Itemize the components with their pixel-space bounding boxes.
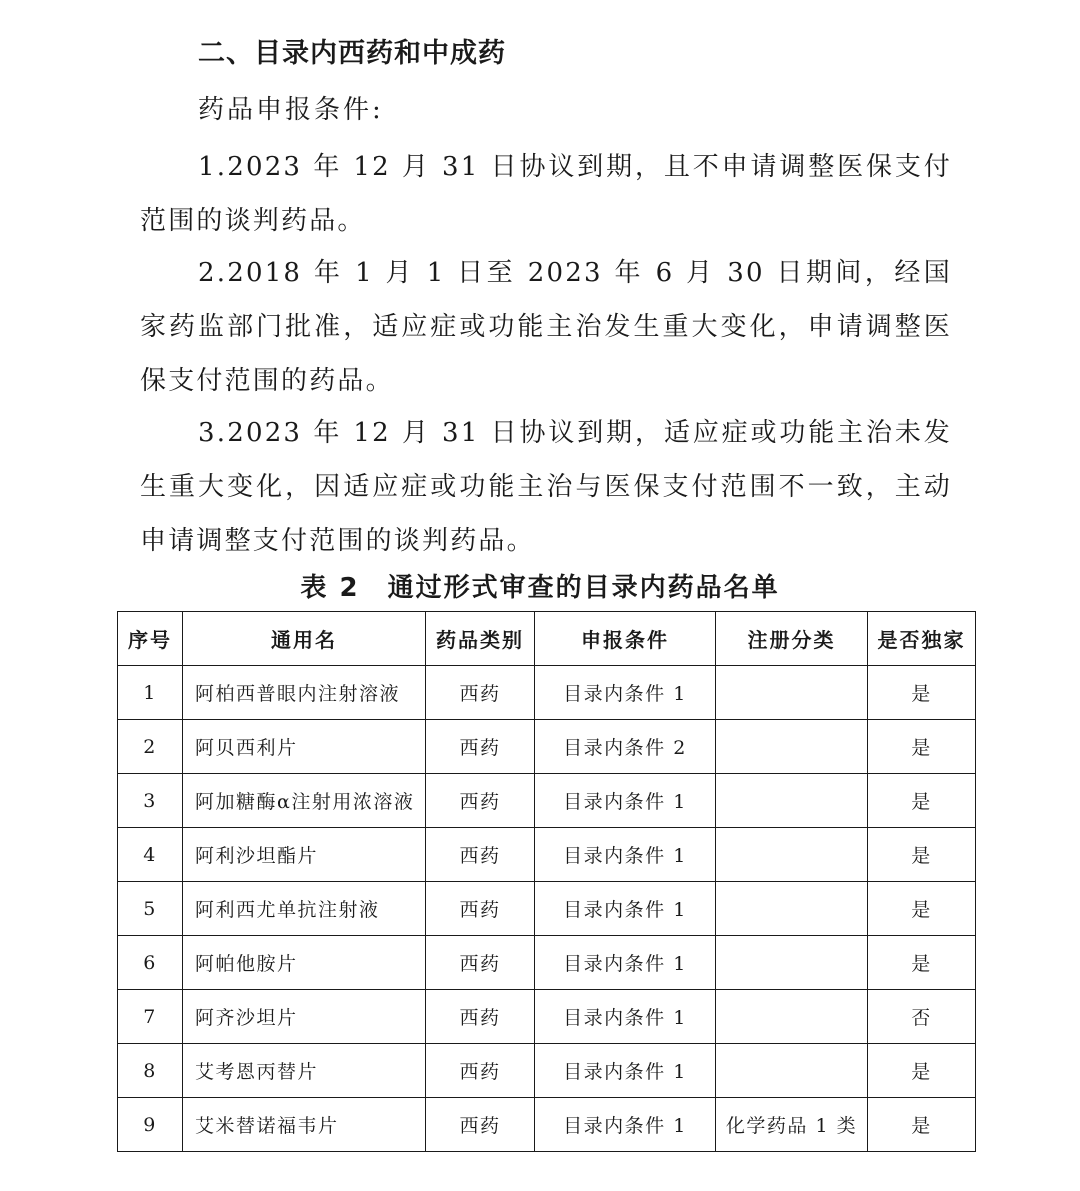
cell-registration-class	[716, 666, 868, 720]
cell-serial-number: 3	[118, 774, 183, 828]
table-row	[118, 1098, 976, 1152]
cell-serial-number: 9	[118, 1098, 183, 1152]
cell-generic-name: 阿加糖酶α注射用浓溶液	[183, 774, 426, 828]
cell-serial-number: 2	[118, 720, 183, 774]
table-row	[118, 936, 976, 990]
cell-exclusive: 是	[868, 1098, 976, 1152]
cell-serial-number: 5	[118, 882, 183, 936]
header-registration-class: 注册分类	[716, 612, 868, 666]
cell-generic-name: 阿齐沙坦片	[183, 990, 426, 1044]
cell-application-condition: 目录内条件 1	[535, 828, 716, 882]
table-row	[118, 882, 976, 936]
drug-list-table	[117, 611, 976, 1152]
cell-drug-category: 西药	[426, 936, 535, 990]
cell-registration-class	[716, 1044, 868, 1098]
cell-serial-number: 6	[118, 936, 183, 990]
cell-registration-class	[716, 828, 868, 882]
cell-exclusive: 是	[868, 882, 976, 936]
table-row	[118, 828, 976, 882]
section-heading: 二、目录内西药和中成药	[198, 38, 506, 69]
cell-drug-category: 西药	[426, 1098, 535, 1152]
cell-exclusive: 是	[868, 828, 976, 882]
header-drug-category: 药品类别	[426, 612, 535, 666]
cell-exclusive: 是	[868, 720, 976, 774]
table-row	[118, 1044, 976, 1098]
cell-drug-category: 西药	[426, 990, 535, 1044]
cell-application-condition: 目录内条件 1	[535, 1044, 716, 1098]
cell-generic-name: 阿贝西利片	[183, 720, 426, 774]
cell-drug-category: 西药	[426, 666, 535, 720]
cell-generic-name: 阿利沙坦酯片	[183, 828, 426, 882]
table-row	[118, 990, 976, 1044]
cell-generic-name: 艾考恩丙替片	[183, 1044, 426, 1098]
cell-registration-class	[716, 936, 868, 990]
cell-serial-number: 8	[118, 1044, 183, 1098]
table-row	[118, 666, 976, 720]
cell-exclusive: 是	[868, 936, 976, 990]
table-row	[118, 774, 976, 828]
cell-exclusive: 是	[868, 774, 976, 828]
table-row	[118, 720, 976, 774]
cell-drug-category: 西药	[426, 828, 535, 882]
cell-generic-name: 阿帕他胺片	[183, 936, 426, 990]
cell-exclusive: 是	[868, 666, 976, 720]
header-generic-name: 通用名	[183, 612, 426, 666]
condition-paragraph-2: 2.2018 年 1 月 1 日至 2023 年 6 月 30 日期间，经国家药监部门批准，适应症或功能主治发生重大变化，申请调整医保支付范围的药品。	[140, 258, 952, 396]
cell-drug-category: 西药	[426, 774, 535, 828]
cell-registration-class	[716, 774, 868, 828]
header-serial-number: 序号	[118, 612, 183, 666]
cell-application-condition: 目录内条件 1	[535, 666, 716, 720]
cell-drug-category: 西药	[426, 1044, 535, 1098]
cell-drug-category: 西药	[426, 882, 535, 936]
cell-application-condition: 目录内条件 1	[535, 774, 716, 828]
cell-application-condition: 目录内条件 1	[535, 936, 716, 990]
cell-application-condition: 目录内条件 1	[535, 990, 716, 1044]
condition-paragraph-3: 3.2023 年 12 月 31 日协议到期，适应症或功能主治未发生重大变化，因适应症或功能主治与医保支付范围不一致，主动申请调整支付范围的谈判药品。	[140, 418, 952, 556]
cell-serial-number: 1	[118, 666, 183, 720]
cell-application-condition: 目录内条件 1	[535, 1098, 716, 1152]
cell-exclusive: 是	[868, 1044, 976, 1098]
cell-serial-number: 4	[118, 828, 183, 882]
cell-registration-class	[716, 720, 868, 774]
cell-application-condition: 目录内条件 2	[535, 720, 716, 774]
header-exclusive: 是否独家	[868, 612, 976, 666]
table-title: 表 2 通过形式审查的目录内药品名单	[300, 573, 780, 603]
cell-registration-class	[716, 882, 868, 936]
application-conditions-label: 药品申报条件:	[198, 95, 384, 125]
table-header-row	[118, 612, 976, 666]
condition-paragraph-1: 1.2023 年 12 月 31 日协议到期，且不申请调整医保支付范围的谈判药品。	[140, 152, 952, 236]
cell-generic-name: 阿柏西普眼内注射溶液	[183, 666, 426, 720]
cell-application-condition: 目录内条件 1	[535, 882, 716, 936]
cell-exclusive: 否	[868, 990, 976, 1044]
header-application-condition: 申报条件	[535, 612, 716, 666]
cell-generic-name: 阿利西尤单抗注射液	[183, 882, 426, 936]
cell-registration-class	[716, 990, 868, 1044]
cell-serial-number: 7	[118, 990, 183, 1044]
cell-drug-category: 西药	[426, 720, 535, 774]
cell-generic-name: 艾米替诺福韦片	[183, 1098, 426, 1152]
cell-registration-class: 化学药品 1 类	[716, 1098, 868, 1152]
